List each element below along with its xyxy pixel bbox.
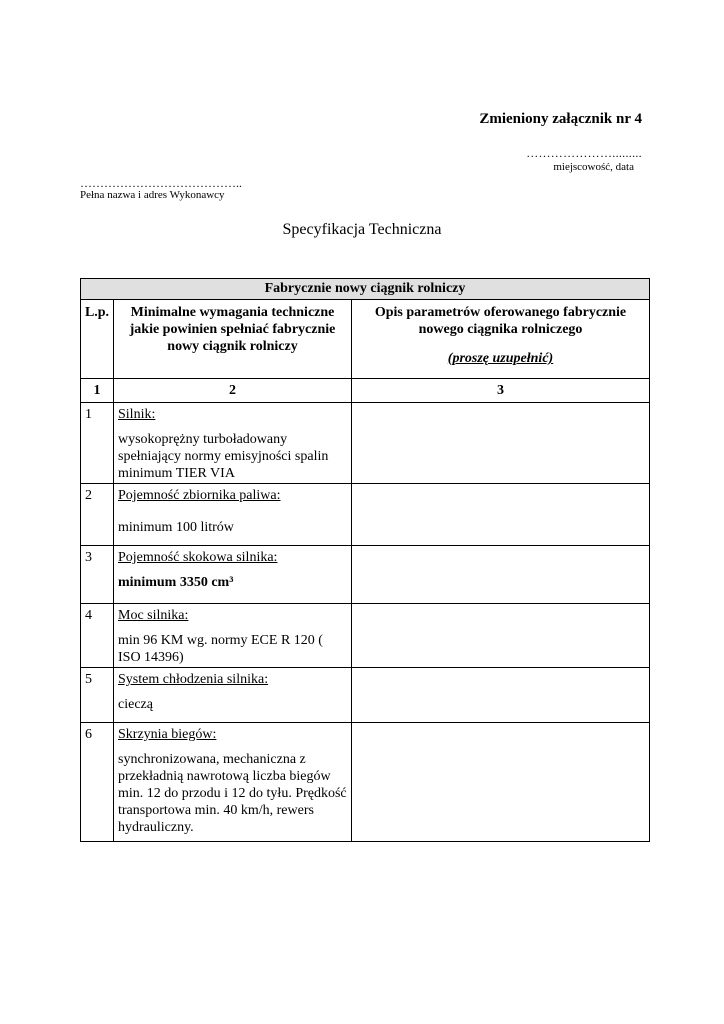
row-description: minimum 100 litrów: [118, 520, 234, 535]
table-row: [81, 668, 650, 723]
row-lp: 5: [81, 668, 114, 723]
row-requirement: [114, 604, 352, 668]
row-lp: 6: [81, 723, 114, 842]
table-row: [81, 484, 650, 546]
row-requirement: [114, 484, 352, 546]
header-lp: L.p.: [81, 300, 114, 379]
table-row: [81, 546, 650, 604]
table-row: [81, 403, 650, 484]
row-offer-cell[interactable]: [352, 668, 650, 723]
row-description: minimum 3350 cm³: [118, 575, 234, 590]
column-number-1: 1: [81, 379, 114, 403]
row-lp: 4: [81, 604, 114, 668]
header-offer-note: (proszę uzupełnić): [447, 351, 554, 366]
contractor-field: …………………………………..: [80, 176, 242, 190]
table-header-row: [81, 300, 650, 379]
row-offer-cell[interactable]: [352, 484, 650, 546]
contractor-label: Pełna nazwa i adres Wykonawcy: [80, 189, 225, 201]
specification-table: [80, 278, 650, 842]
row-label: Silnik:: [118, 407, 156, 422]
annex-number: Zmieniony załącznik nr 4: [479, 111, 642, 127]
row-label: Pojemność zbiornika paliwa:: [118, 488, 281, 503]
column-number-row: [81, 379, 650, 403]
row-requirement: [114, 723, 352, 842]
column-number-3: 3: [352, 379, 650, 403]
table-row: [81, 723, 650, 842]
row-label: Skrzynia biegów:: [118, 727, 217, 742]
header-offer: [352, 300, 650, 379]
document-title: Specyfikacja Techniczna: [282, 221, 442, 238]
table-caption-row: [81, 279, 650, 300]
column-number-2: 2: [114, 379, 352, 403]
place-date-field: ………………….........: [526, 146, 642, 160]
row-description: synchronizowana, mechaniczna z przekładnią nawrotową liczba biegów min. 12 do przodu i 12 do tyłu. Prędkość transportowa min. 40 km/h, rewers hydrauliczny.: [118, 752, 347, 835]
row-offer-cell[interactable]: [352, 403, 650, 484]
table-caption: Fabrycznie nowy ciągnik rolniczy: [81, 279, 650, 300]
row-lp: 1: [81, 403, 114, 484]
header-requirements: Minimalne wymagania techniczne jakie powinien spełniać fabrycznie nowy ciągnik rolniczy: [114, 300, 352, 379]
row-lp: 2: [81, 484, 114, 546]
row-requirement: [114, 668, 352, 723]
row-label: Pojemność skokowa silnika:: [118, 550, 278, 565]
table-row: [81, 604, 650, 668]
row-offer-cell[interactable]: [352, 546, 650, 604]
row-requirement: [114, 403, 352, 484]
row-description: cieczą: [118, 697, 153, 712]
row-label: System chłodzenia silnika:: [118, 672, 269, 687]
row-lp: 3: [81, 546, 114, 604]
row-requirement: [114, 546, 352, 604]
row-description: min 96 KM wg. normy ECE R 120 ( ISO 14396): [118, 633, 323, 665]
row-offer-cell[interactable]: [352, 723, 650, 842]
header-offer-label: Opis parametrów oferowanego fabrycznie nowego ciągnika rolniczego: [374, 305, 627, 337]
row-label: Moc silnika:: [118, 608, 189, 623]
row-description: wysokoprężny turboładowany spełniający normy emisyjności spalin minimum TIER VIA: [118, 432, 329, 481]
place-date-label: miejscowość, data: [553, 161, 634, 173]
row-offer-cell[interactable]: [352, 604, 650, 668]
